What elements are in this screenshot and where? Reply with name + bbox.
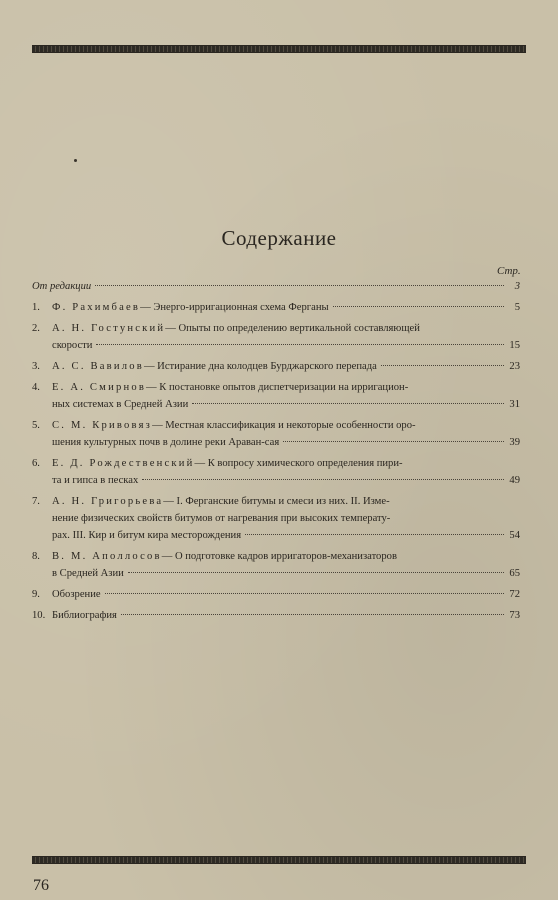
entry-page: 39 xyxy=(509,437,520,448)
entry-number: 8. xyxy=(32,551,40,562)
entry-text: Библиография xyxy=(52,610,117,621)
entry-page: 54 xyxy=(509,530,520,541)
entry-page: 65 xyxy=(509,568,520,579)
table-of-contents xyxy=(32,278,520,624)
entry-number: 6. xyxy=(32,458,40,469)
entry-author: Е. Д. Рождественский xyxy=(52,458,195,469)
entry-number: 7. xyxy=(32,496,40,507)
entry-text: — О подготовке кадров ирригаторов-механизаторов xyxy=(161,551,397,562)
entry-author: А. Н. Гостунский xyxy=(52,323,166,334)
entry-text: — К вопросу химического определения пири- xyxy=(194,458,403,469)
dot-leader xyxy=(105,593,504,594)
entry-author: С. М. Кривовяз xyxy=(52,420,153,431)
entry-page: 3 xyxy=(514,281,520,292)
entry-text: — К постановке опытов диспетчеризации на ирригацион- xyxy=(146,382,409,393)
toc-entry-5 xyxy=(32,417,520,451)
entry-number: 5. xyxy=(32,420,40,431)
toc-entry-3 xyxy=(32,358,520,375)
entry-text: шения культурных почв в долине реки Араван-сая xyxy=(52,437,280,448)
toc-entry-9 xyxy=(32,586,520,603)
entry-text: скорости xyxy=(52,340,93,351)
entry-author: А. С. Вавилов xyxy=(52,361,144,372)
entry-number: 4. xyxy=(32,382,40,393)
page-number: 76 xyxy=(33,877,49,894)
dot-leader xyxy=(381,365,504,366)
toc-entry-4 xyxy=(32,379,520,413)
ink-speck xyxy=(74,159,77,162)
toc-entry-8 xyxy=(32,548,520,582)
entry-text: — Истирание дна колодцев Бурджарского перепада xyxy=(143,361,377,372)
entry-page: 23 xyxy=(509,361,520,372)
entry-text: нение физических свойств битумов от нагревания при высоких температу- xyxy=(52,513,391,524)
page-column-header: Стр. xyxy=(497,265,521,277)
dot-leader xyxy=(95,285,504,286)
bottom-ornamental-rule xyxy=(32,856,526,864)
toc-entry-editorial xyxy=(32,278,520,295)
entry-author: В. М. Аполлосов xyxy=(52,551,162,562)
entry-page: 49 xyxy=(509,475,520,486)
dot-leader xyxy=(142,479,504,480)
dot-leader xyxy=(121,614,504,615)
toc-entry-6 xyxy=(32,455,520,489)
entry-number: 10. xyxy=(32,610,46,621)
entry-author: Е. А. Смирнов xyxy=(52,382,147,393)
toc-entry-10 xyxy=(32,607,520,624)
entry-text: рах. III. Кир и битум кира месторождения xyxy=(52,530,242,541)
entry-number: 1. xyxy=(32,302,40,313)
entry-text: в Средней Азии xyxy=(52,568,124,579)
page-title: Содержание xyxy=(221,226,337,250)
entry-number: 3. xyxy=(32,361,40,372)
entry-page: 31 xyxy=(509,399,520,410)
entry-text: — Энерго-ирригационная схема Ферганы xyxy=(140,302,329,313)
entry-author: Ф. Рахимбаев xyxy=(52,302,141,313)
entry-text: — I. Ферганские битумы и смеси из них. II. Изме- xyxy=(163,496,390,507)
toc-entry-7 xyxy=(32,493,520,544)
dot-leader xyxy=(128,572,504,573)
entry-text: — Местная классификация и некоторые особенности оро- xyxy=(152,420,416,431)
entry-text: От редакции xyxy=(32,281,92,292)
dot-leader xyxy=(192,403,504,404)
toc-entry-1 xyxy=(32,299,520,316)
dot-leader xyxy=(333,306,504,307)
entry-number: 2. xyxy=(32,323,40,334)
dot-leader xyxy=(245,534,504,535)
entry-text: ных системах в Средней Азии xyxy=(52,399,189,410)
dot-leader xyxy=(96,344,504,345)
entry-page: 15 xyxy=(509,340,520,351)
entry-text: — Опыты по определению вертикальной составляющей xyxy=(165,323,420,334)
top-ornamental-rule xyxy=(32,45,526,53)
dot-leader xyxy=(283,441,504,442)
entry-number: 9. xyxy=(32,589,40,600)
entry-page: 73 xyxy=(509,610,520,621)
entry-text: та и гипса в песках xyxy=(52,475,139,486)
entry-page: 72 xyxy=(509,589,520,600)
entry-author: А. Н. Григорьева xyxy=(52,496,164,507)
toc-entry-2 xyxy=(32,320,520,354)
entry-page: 5 xyxy=(514,302,520,313)
entry-text: Обозрение xyxy=(52,589,101,600)
